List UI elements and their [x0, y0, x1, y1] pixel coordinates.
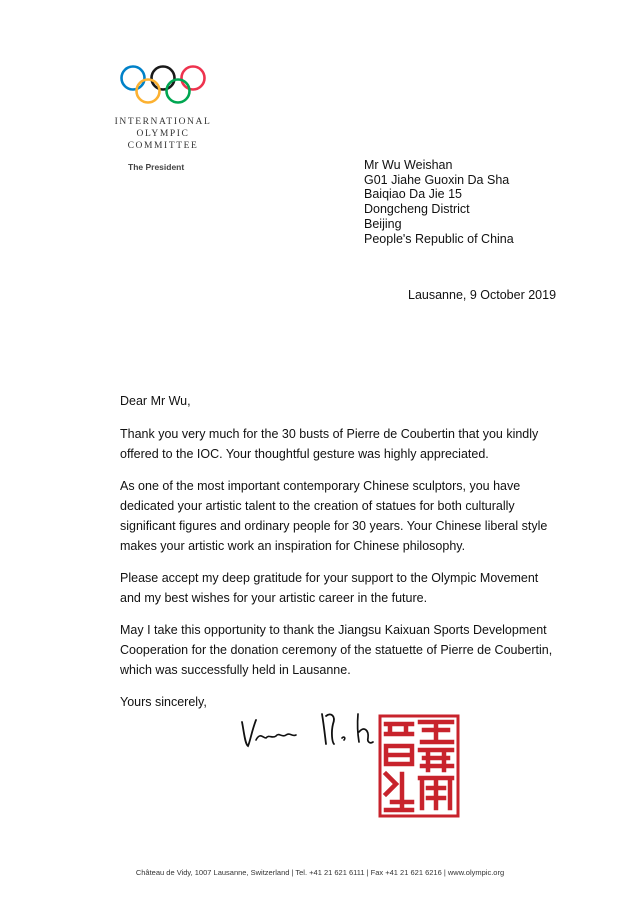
closing: Yours sincerely,: [120, 695, 207, 709]
olympic-ring-blue: [122, 67, 145, 90]
red-seal-stamp: [376, 712, 462, 820]
recipient-address: [364, 158, 514, 246]
address-line: Dongcheng District: [364, 202, 470, 217]
address-line: G01 Jiahe Guoxin Da Sha: [364, 172, 510, 187]
salutation: Dear Mr Wu,: [120, 394, 191, 408]
body-paragraph: May I take this opportunity to thank the Jiangsu Kaixuan Sports Development Cooperation for the donation ceremony of the statuette of Pierre de Coubertin, which was successfully held in Lausanne.: [120, 623, 553, 677]
olympic-ring-black: [152, 67, 175, 90]
olympic-ring-red: [182, 67, 205, 90]
address-line: Beijing: [364, 216, 402, 231]
footer-contact: Château de Vidy, 1007 Lausanne, Switzerland | Tel. +41 21 621 6111 | Fax +41 21 621 6216 | www.olympic.org: [135, 868, 505, 877]
address-line: Baiqiao Da Jie 15: [364, 187, 462, 202]
address-line: People's Republic of China: [364, 231, 514, 246]
organization-name: [104, 116, 222, 152]
handwritten-signature: [236, 702, 382, 752]
letter-body: [120, 391, 560, 724]
olympic-ring-green: [167, 80, 190, 103]
org-name-line: INTERNATIONAL: [114, 117, 212, 127]
body-paragraph: Thank you very much for the 30 busts of Pierre de Coubertin that you kindly offered to the IOC. Your thoughtful gesture was highly appreciated.: [120, 427, 539, 461]
org-name-line: COMMITTEE: [127, 141, 199, 151]
body-paragraph: Please accept my deep gratitude for your support to the Olympic Movement and my best wishes for your artistic career in the future.: [120, 571, 539, 605]
olympic-rings-logo: [118, 64, 208, 106]
org-name-line: OLYMPIC: [136, 129, 190, 139]
office-title: The President: [128, 162, 185, 172]
olympic-ring-yellow: [137, 80, 160, 103]
address-line: Mr Wu Weishan: [364, 158, 453, 172]
date-line: Lausanne, 9 October 2019: [408, 288, 557, 302]
body-paragraph: As one of the most important contemporary Chinese sculptors, you have dedicated your artistic talent to the creation of statues for both culturally significant figures and ordinary people for 30 years. Your Chinese liberal style makes your artistic work an inspiration for Chinese philosophy.: [120, 479, 548, 553]
